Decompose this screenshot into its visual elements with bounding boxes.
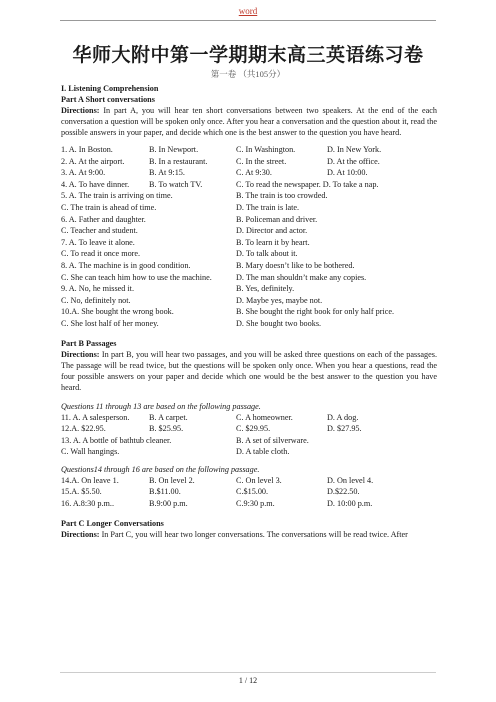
answer-option: C.9:30 p.m. <box>236 499 275 509</box>
passage-note-1: Questions 11 through 13 are based on the following passage. <box>61 401 261 411</box>
answer-option: B. In a restaurant. <box>149 156 208 166</box>
answer-option: D. On level 4. <box>327 475 374 485</box>
answer-option: C. She lost half of her money. <box>61 318 159 328</box>
answer-option: B. She bought the right book for only half price. <box>236 307 395 317</box>
answer-option: B. Yes, definitely. <box>236 284 295 294</box>
answer-option: B. A carpet. <box>149 412 188 422</box>
answer-option: C. The train is ahead of time. <box>61 202 157 212</box>
answer-option: 10.A. She bought the wrong book. <box>61 307 174 317</box>
part-b-questions-group-2 <box>61 475 437 510</box>
answer-option: B. Mary doesn’t like to be bothered. <box>236 260 355 270</box>
section-heading-listening: I. Listening Comprehension <box>61 84 159 93</box>
answer-option: 4. A. To have dinner. <box>61 179 130 189</box>
answer-option: 6. A. Father and daughter. <box>61 214 146 224</box>
answer-option: C. Teacher and student. <box>61 226 138 236</box>
answer-option: C. In the street. <box>236 156 287 166</box>
answer-option: B.$11.00. <box>149 487 181 497</box>
part-a-heading: Part A Short conversations <box>61 95 155 104</box>
directions-label: Directions: <box>61 349 100 359</box>
answer-option: 11. A. A salesperson. <box>61 412 130 422</box>
answer-option: 12.A. $22.95. <box>61 424 106 434</box>
answer-option: C. No, definitely not. <box>61 295 131 305</box>
answer-option: 1. A. In Boston. <box>61 145 113 154</box>
answer-option: B.9:00 p.m. <box>149 499 188 509</box>
question-row <box>61 260 437 272</box>
answer-option: D. A table cloth. <box>236 447 290 457</box>
answer-option: B. On level 2. <box>149 475 195 485</box>
answer-option: C. To read it once more. <box>61 249 141 259</box>
answer-option: B. At 9:15. <box>149 168 185 178</box>
part-c-directions <box>61 529 437 540</box>
answer-option: C. A homeowner. <box>236 412 293 422</box>
footer-rule <box>60 672 436 673</box>
question-row <box>61 167 437 179</box>
directions-text: In part B, you will hear two passages, and you will be asked three questions on each of the passages. The passage will be read twice, but the questions will be spoken only once. When you hear a questions, read the four possible answers on your paper and decide which one would be the best answer to the question you have heard. <box>61 349 437 392</box>
answer-option: C. At 9:30. <box>236 168 272 178</box>
page-title: 华师大附中第一学期期末高三英语练习卷 <box>72 44 424 66</box>
question-row <box>61 412 437 424</box>
question-row <box>61 214 437 226</box>
answer-option: B. Policeman and driver. <box>236 214 318 224</box>
page-number: 1 / 12 <box>238 676 258 685</box>
answer-option: B. In Newport. <box>149 145 199 154</box>
answer-option: C. In Washington. <box>236 145 296 154</box>
answer-option: D. Director and actor. <box>236 226 308 236</box>
question-row <box>61 306 437 318</box>
document-body <box>61 83 437 540</box>
answer-option: D. The man shouldn’t make any copies. <box>236 272 367 282</box>
question-row <box>61 225 437 237</box>
answer-option: B. A set of silverware. <box>236 435 309 445</box>
question-row <box>61 190 437 202</box>
answer-option: D. $27.95. <box>327 424 362 434</box>
answer-option: D. In New York. <box>327 145 382 154</box>
answer-option: C. She can teach him how to use the machine. <box>61 272 212 282</box>
directions-label: Directions: <box>61 529 100 539</box>
question-row <box>61 475 437 487</box>
answer-option: 5. A. The train is arriving on time. <box>61 191 173 201</box>
part-c-heading: Part C Longer Conversations <box>61 518 164 528</box>
answer-option: 16. A.8:30 p.m.. <box>61 499 114 509</box>
answer-option: D. To talk about it. <box>236 249 298 259</box>
answer-option: 14.A. On leave 1. <box>61 475 119 485</box>
answer-option: 9. A. No, he missed it. <box>61 284 135 294</box>
answer-option: B. $25.95. <box>149 424 184 434</box>
header-word-link[interactable]: word <box>238 6 258 16</box>
question-row <box>61 144 437 156</box>
question-row <box>61 498 437 510</box>
answer-option: D. At the office. <box>327 156 380 166</box>
answer-option: 7. A. To leave it alone. <box>61 237 135 247</box>
answer-option: D. Maybe yes, maybe not. <box>236 295 323 305</box>
question-row <box>61 283 437 295</box>
question-row <box>61 272 437 284</box>
answer-option: D.$22.50. <box>327 487 360 497</box>
answer-option: D. A dog. <box>327 412 359 422</box>
question-row <box>61 486 437 498</box>
answer-option: C. Wall hangings. <box>61 447 120 457</box>
passage-note-2: Questions14 through 16 are based on the following passage. <box>61 464 260 474</box>
question-row <box>61 423 437 435</box>
directions-label: Directions: <box>61 106 100 115</box>
part-b-directions <box>61 349 437 393</box>
question-row <box>61 156 437 168</box>
part-b-heading: Part B Passages <box>61 338 117 348</box>
answer-option: D. She bought two books. <box>236 318 322 328</box>
question-row <box>61 295 437 307</box>
part-b-questions-group-1 <box>61 412 437 458</box>
question-row <box>61 202 437 214</box>
answer-option: D. The train is late. <box>236 202 300 212</box>
answer-option: C. To read the newspaper. D. To take a nap. <box>236 179 379 189</box>
answer-option: 3. A. At 9:00. <box>61 168 106 178</box>
question-row <box>61 318 437 330</box>
answer-option: 8. A. The machine is in good condition. <box>61 260 191 270</box>
answer-option: 2. A. At the airport. <box>61 156 125 166</box>
answer-option: 15.A. $5.50. <box>61 487 102 497</box>
answer-option: B. To learn it by heart. <box>236 237 310 247</box>
answer-option: D. 10:00 p.m. <box>327 499 373 509</box>
question-row <box>61 248 437 260</box>
question-row <box>61 446 437 458</box>
answer-option: C.$15.00. <box>236 487 269 497</box>
answer-option: 13. A. A bottle of bathtub cleaner. <box>61 435 172 445</box>
answer-option: B. The train is too crowded. <box>236 191 328 201</box>
header-rule <box>60 20 436 21</box>
page-subtitle: 第一卷 （共105分） <box>210 69 286 79</box>
answer-option: D. At 10:00. <box>327 168 368 178</box>
answer-option: B. To watch TV. <box>149 179 203 189</box>
question-row <box>61 435 437 447</box>
question-row <box>61 237 437 249</box>
answer-option: C. $29.95. <box>236 424 271 434</box>
directions-text: In Part C, you will hear two longer conversations. The conversations will be read twice. After <box>99 529 408 539</box>
part-a-questions <box>61 144 437 330</box>
part-a-directions <box>61 105 437 138</box>
directions-text: In part A, you will hear ten short conversations between two speakers. At the end of the each conversation a question will be spoken only once. After you hear a conversation and the question about it, read the possible answers in your paper, and decide which one is the best answer to the question you have heard. <box>61 106 437 137</box>
answer-option: C. On level 3. <box>236 475 282 485</box>
question-row <box>61 179 437 191</box>
